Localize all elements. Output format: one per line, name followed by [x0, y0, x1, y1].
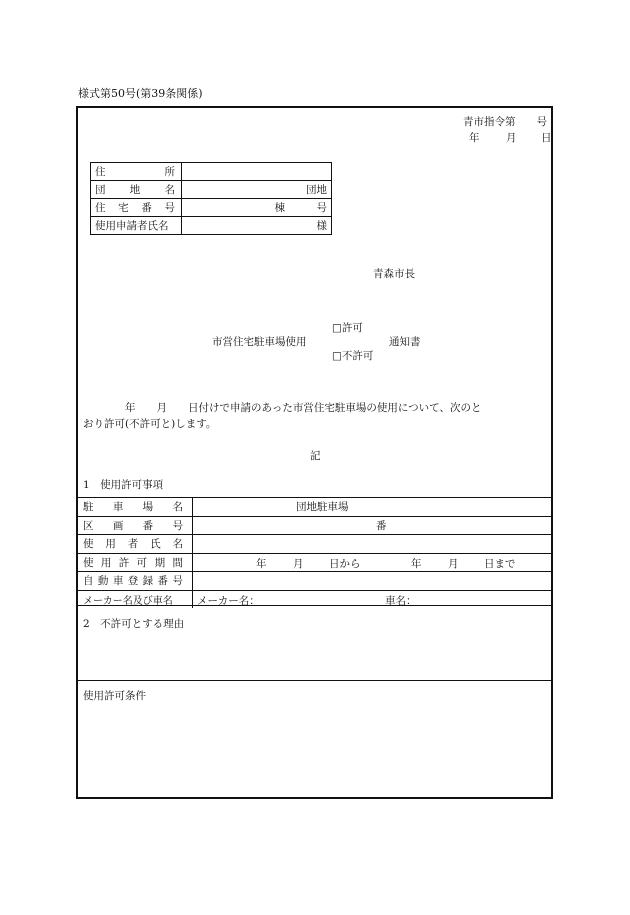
section1-heading: 1 使用許可事項 [83, 479, 164, 491]
ki-label: 記 [310, 450, 321, 462]
issuer: 青森市長 [373, 268, 415, 280]
divider [78, 605, 551, 606]
divider [78, 680, 551, 681]
reference-date-year: 年 [469, 132, 480, 144]
period-from: 日から [329, 557, 361, 570]
registration-value [193, 572, 552, 591]
danchi-value: 団地 [182, 181, 332, 199]
table-row: 自 動 車 登 録 番 号 [78, 572, 551, 591]
address-value [182, 163, 332, 181]
period-month: 月 [293, 557, 304, 570]
house-number-row: 住 宅 番 号 棟 号 [91, 199, 332, 217]
body-line-1: 年 月 日付けで申請のあった市営住宅駐車場の使用について、次のと [83, 402, 482, 414]
reference-date-day: 日 [541, 132, 552, 144]
table-row: 駐 車 場 名 団地駐車場 [78, 498, 551, 517]
form-number: 様式第50号(第39条関係) [78, 87, 203, 100]
section2-heading: 2 不許可とする理由 [83, 618, 185, 630]
conditions-heading: 使用許可条件 [83, 690, 146, 702]
period-until: 日まで [484, 557, 516, 570]
period-year-2: 年 [411, 557, 422, 570]
title-suffix: 通知書 [389, 336, 421, 348]
user-name-value [193, 535, 552, 554]
reference-date-month: 月 [506, 132, 517, 144]
address-row: 住 所 [91, 163, 332, 181]
address-table [90, 162, 332, 235]
section-no-value: 番 [376, 519, 387, 532]
period-year: 年 [256, 557, 267, 570]
permit-table [78, 497, 551, 608]
period-month-2: 月 [448, 557, 459, 570]
option-deny: □不許可 [332, 350, 374, 362]
car-name-label: 車名： [385, 594, 417, 607]
title-prefix: 市営住宅駐車場使用 [212, 336, 307, 348]
table-row: 使 用 許 可 期 間 年 月 日から 年 月 日まで [78, 553, 551, 572]
body-line-2: おり許可(不許可と)します。 [83, 418, 217, 430]
parking-lot-value: 団地駐車場 [296, 501, 349, 514]
applicant-label: 使用申請者氏名 [91, 217, 182, 235]
reference-number: 青市指令第 号 [463, 116, 547, 128]
form-frame [76, 106, 553, 799]
maker-name-label: メーカー名： [197, 594, 260, 607]
maker-label: メーカー名及び車名 [78, 590, 193, 608]
table-row: 使 用 者 氏 名 [78, 535, 551, 554]
option-permit: □許可 [332, 322, 363, 334]
table-row: 区 画 番 号 番 [78, 516, 551, 535]
applicant-row [91, 217, 332, 235]
house-number-value: 棟 号 [182, 199, 332, 217]
danchi-row: 団 地 名 団地 [91, 181, 332, 199]
applicant-value: 様 [182, 217, 332, 235]
